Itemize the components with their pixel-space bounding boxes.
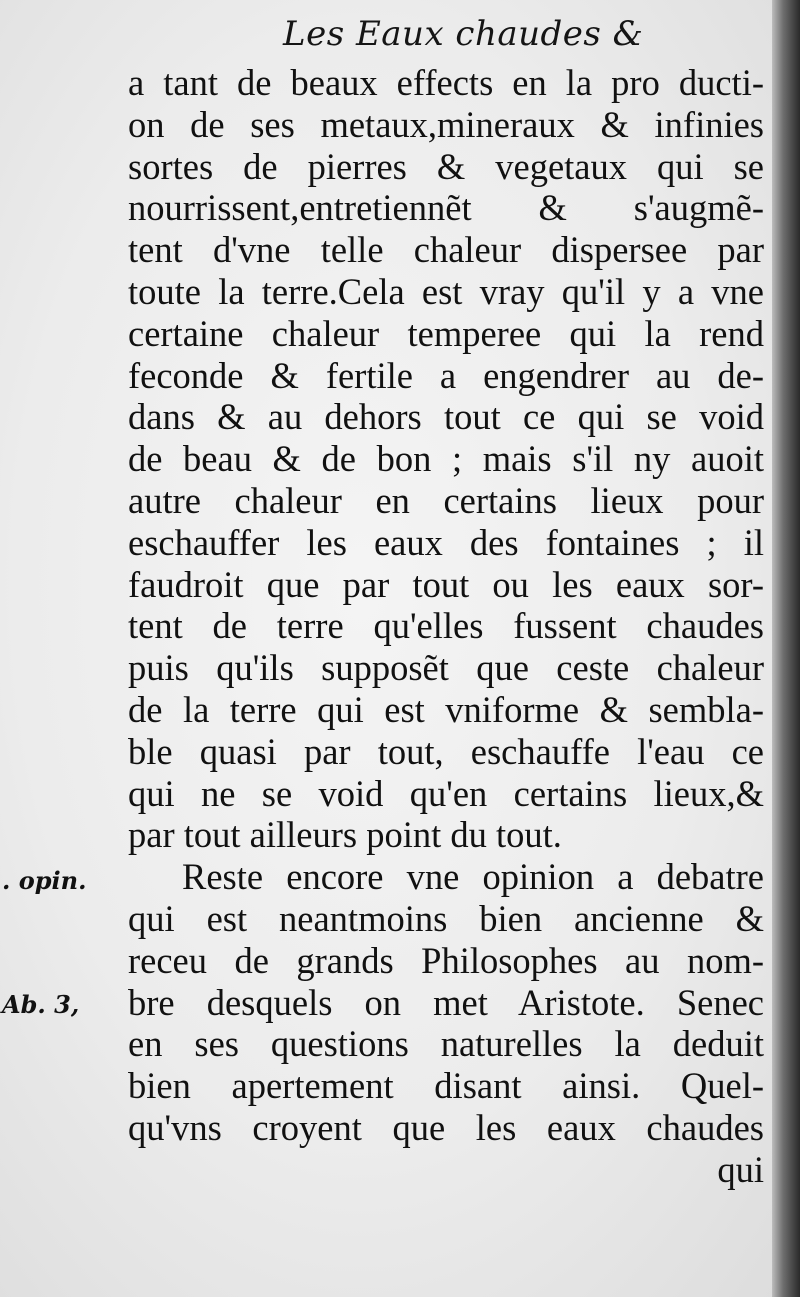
text-line: sortes de pierres & vegetaux qui se bbox=[128, 145, 764, 187]
text-line: dans & au dehors tout ce qui se void bbox=[128, 396, 764, 438]
text-line: on de ses metaux,mineraux & infinies bbox=[128, 103, 764, 145]
text-line: a tant de beaux effects en la pro ducti- bbox=[128, 62, 764, 103]
text-line: tent d'vne telle chaleur dispersee par bbox=[128, 229, 764, 271]
text-line: bre desquels on met Aristote. Senec bbox=[128, 981, 764, 1023]
text-line: puis qu'ils supposẽt que ceste chaleur bbox=[128, 647, 764, 689]
text-line: bien apertement disant ainsi. Quel- bbox=[128, 1065, 764, 1107]
text-line: tent de terre qu'elles fussent chaudes bbox=[128, 605, 764, 647]
marginal-note-reference: Ab. 3, bbox=[2, 990, 80, 1019]
text-line: feconde & fertile a engendrer au de- bbox=[128, 354, 764, 396]
text-line: faudroit que par tout ou les eaux sor- bbox=[128, 563, 764, 605]
text-line: receu de grands Philosophes au nom- bbox=[128, 939, 764, 981]
text-line: nourrissent,entretiennẽt & s'augmẽ- bbox=[128, 187, 764, 229]
text-line: de beau & de bon ; mais s'il ny auoit bbox=[128, 438, 764, 480]
body-text bbox=[128, 62, 764, 1191]
text-line: qui est neantmoins bien ancienne & bbox=[128, 897, 764, 939]
catchword: qui bbox=[717, 1148, 764, 1190]
text-line: de la terre qui est vniforme & sembla- bbox=[128, 688, 764, 730]
text-line: ble quasi par tout, eschauffe l'eau ce bbox=[128, 730, 764, 772]
running-head: Les Eaux chaudes & bbox=[283, 14, 644, 54]
text-line: qui ne se void qu'en certains lieux,& bbox=[128, 772, 764, 814]
text-line: certaine chaleur temperee qui la rend bbox=[128, 312, 764, 354]
text-line: qu'vns croyent que les eaux chaudes bbox=[128, 1106, 764, 1148]
paragraph-first-line: Reste encore vne opinion a debatre bbox=[182, 856, 764, 898]
paragraph-last-line: par tout ailleurs point du tout. bbox=[128, 814, 562, 856]
text-line: toute la terre.Cela est vray qu'il y a vne bbox=[128, 270, 764, 312]
page-gutter-shadow bbox=[772, 0, 800, 1297]
text-line: eschauffer les eaux des fontaines ; il bbox=[128, 521, 764, 563]
text-line: autre chaleur en certains lieux pour bbox=[128, 479, 764, 521]
marginal-note-opinion: . opin. bbox=[2, 866, 87, 895]
show-through-text bbox=[60, 120, 66, 146]
text-line: en ses questions naturelles la deduit bbox=[128, 1023, 764, 1065]
